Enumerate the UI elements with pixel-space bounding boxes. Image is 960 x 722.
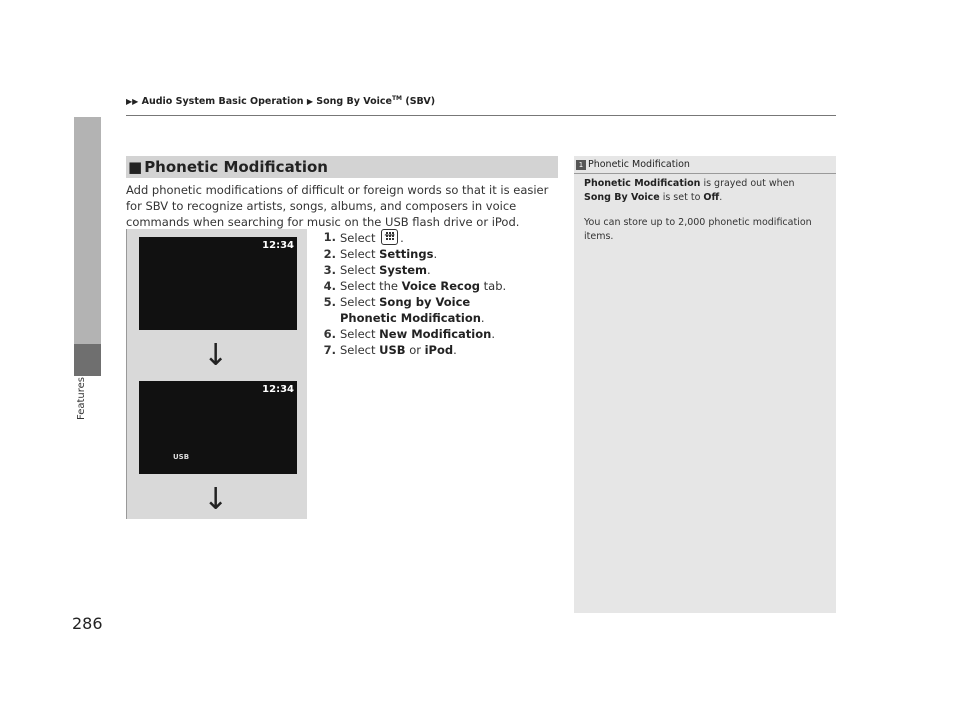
down-arrow-icon: ↓: [203, 482, 229, 517]
step-item: 2. Select Settings.: [323, 247, 438, 261]
section-marker: ■: [128, 158, 143, 176]
side-note-header: [574, 156, 836, 174]
step-item: 1. Select HOME .: [323, 230, 404, 245]
down-arrow-icon: ↓: [203, 338, 229, 373]
screen-image-1: [139, 237, 297, 330]
screen-clock: 12:34: [262, 384, 294, 395]
breadcrumb-suffix: (SBV): [405, 96, 436, 108]
section-title: Phonetic Modification: [144, 158, 328, 176]
section-header: [126, 156, 558, 178]
screen-clock: 12:34: [262, 240, 294, 251]
page-number: 286: [72, 614, 103, 633]
intro-paragraph: Add phonetic modifications of difficult or foreign words so that it is easier for SBV to recognize artists, songs, albums, and composers in voice commands when searching for music on the USB flash drive or iPod.: [126, 183, 549, 229]
screen-image-2: [139, 381, 297, 474]
note-index-badge: 1: [576, 160, 586, 170]
side-note-panel: [574, 156, 836, 613]
note-paragraph: Phonetic Modification is grayed out when Song By Voice is set to Off.: [584, 178, 795, 203]
step-item: 6. Select New Modification.: [323, 327, 495, 341]
side-tab: [74, 117, 101, 344]
side-note-title: Phonetic Modification: [588, 159, 690, 170]
header-rule: [126, 115, 836, 116]
trademark-sup: TM: [391, 95, 403, 102]
breadcrumb-arrow-icon: ▶▶: [126, 97, 139, 107]
screen-figure: [126, 229, 307, 519]
side-tab-label: Features: [76, 377, 87, 420]
side-note-body: [584, 177, 824, 255]
step-list: [322, 229, 562, 358]
breadcrumb-item: Audio System Basic Operation: [141, 96, 304, 108]
step-item: 7. Select USB or iPod.: [323, 343, 457, 357]
breadcrumb-item: Song By Voice: [316, 96, 392, 108]
step-item: 5. Select Song by Voice Phonetic Modification.: [323, 295, 485, 325]
step-item: 4. Select the Voice Recog tab.: [323, 279, 507, 293]
breadcrumb: [126, 95, 435, 107]
breadcrumb-arrow-icon: ▶: [306, 97, 313, 107]
screen-usb-label: USB: [173, 453, 190, 461]
home-icon: HOME: [381, 229, 398, 245]
note-paragraph: You can store up to 2,000 phonetic modification items.: [584, 217, 812, 242]
side-tab-marker: [74, 344, 101, 376]
step-item: 3. Select System.: [323, 263, 431, 277]
